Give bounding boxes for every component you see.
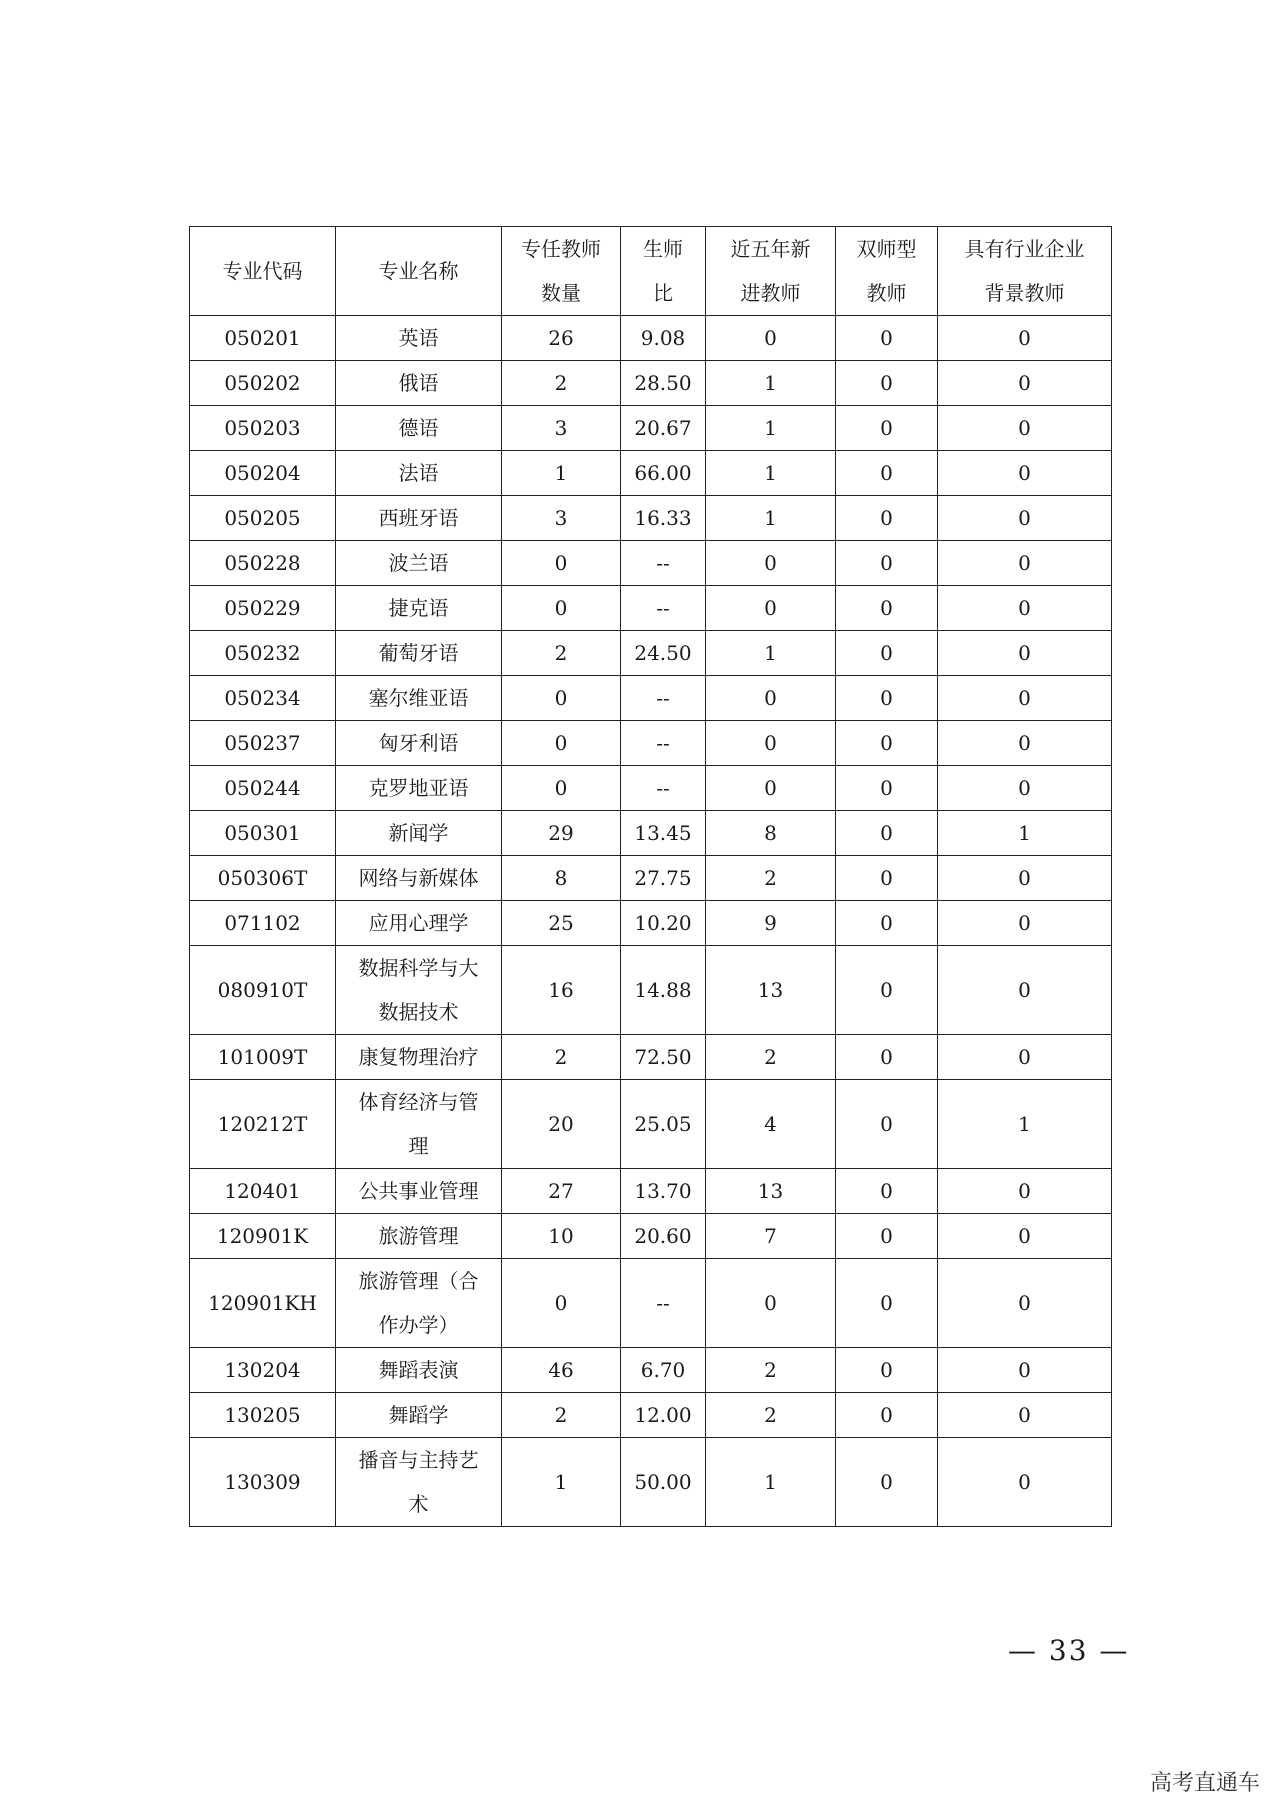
- column-header-line: 近五年新: [730, 237, 811, 261]
- teacher-count-cell: 0: [502, 541, 621, 586]
- major-name-cell: [336, 811, 502, 856]
- student-teacher-ratio-cell: 14.88: [621, 946, 706, 1035]
- column-header-line: 数量: [541, 281, 581, 305]
- teacher-count-cell: 16: [502, 946, 621, 1035]
- industry-background-cell: 0: [938, 1438, 1112, 1527]
- teacher-count-cell: 0: [502, 1259, 621, 1348]
- industry-background-cell: 1: [938, 811, 1112, 856]
- major-name-line: 舞蹈学: [388, 1403, 449, 1427]
- major-name-line: 网络与新媒体: [358, 866, 479, 890]
- table-row: [190, 856, 1112, 901]
- new-teachers-cell: 1: [706, 631, 836, 676]
- industry-background-cell: 0: [938, 721, 1112, 766]
- column-header: [836, 227, 938, 316]
- industry-background-cell: 0: [938, 946, 1112, 1035]
- major-name-line: 英语: [398, 326, 439, 350]
- industry-background-cell: 0: [938, 586, 1112, 631]
- industry-background-cell: 0: [938, 766, 1112, 811]
- table-row: [190, 901, 1112, 946]
- teacher-count-cell: 2: [502, 1393, 621, 1438]
- major-name-cell: [336, 631, 502, 676]
- dual-qualified-cell: 0: [836, 1169, 938, 1214]
- teacher-count-cell: 1: [502, 1438, 621, 1527]
- industry-background-cell: 0: [938, 451, 1112, 496]
- major-code-cell: 071102: [190, 901, 336, 946]
- table-row: [190, 631, 1112, 676]
- industry-background-cell: 1: [938, 1080, 1112, 1169]
- dual-qualified-cell: 0: [836, 316, 938, 361]
- student-teacher-ratio-cell: --: [621, 766, 706, 811]
- major-code-cell: 120401: [190, 1169, 336, 1214]
- student-teacher-ratio-cell: 27.75: [621, 856, 706, 901]
- major-name-cell: [336, 1080, 502, 1169]
- student-teacher-ratio-cell: 50.00: [621, 1438, 706, 1527]
- table-row: [190, 1438, 1112, 1527]
- industry-background-cell: 0: [938, 541, 1112, 586]
- major-name-cell: [336, 1348, 502, 1393]
- column-header-line: 生师: [643, 237, 683, 261]
- dual-qualified-cell: 0: [836, 721, 938, 766]
- new-teachers-cell: 1: [706, 496, 836, 541]
- major-code-cell: 050203: [190, 406, 336, 451]
- dual-qualified-cell: 0: [836, 406, 938, 451]
- major-name-line: 葡萄牙语: [378, 641, 459, 665]
- major-name-line: 应用心理学: [368, 911, 469, 935]
- teacher-count-cell: 2: [502, 631, 621, 676]
- column-header: [706, 227, 836, 316]
- new-teachers-cell: 1: [706, 361, 836, 406]
- column-header-line: 进教师: [740, 281, 801, 305]
- major-name-cell: [336, 766, 502, 811]
- major-name-cell: [336, 676, 502, 721]
- column-header-line: 专业代码: [222, 259, 303, 283]
- new-teachers-cell: 1: [706, 1438, 836, 1527]
- new-teachers-cell: 0: [706, 586, 836, 631]
- new-teachers-cell: 0: [706, 316, 836, 361]
- major-name-line: 作办学）: [378, 1313, 459, 1337]
- column-header-line: 双师型: [856, 237, 917, 261]
- major-name-cell: [336, 1438, 502, 1527]
- teacher-count-cell: 10: [502, 1214, 621, 1259]
- student-teacher-ratio-cell: 24.50: [621, 631, 706, 676]
- major-name-cell: [336, 496, 502, 541]
- major-code-cell: 050201: [190, 316, 336, 361]
- industry-background-cell: 0: [938, 1169, 1112, 1214]
- student-teacher-ratio-cell: --: [621, 721, 706, 766]
- teacher-count-cell: 46: [502, 1348, 621, 1393]
- major-name-line: 西班牙语: [378, 506, 459, 530]
- new-teachers-cell: 9: [706, 901, 836, 946]
- major-name-cell: [336, 901, 502, 946]
- new-teachers-cell: 0: [706, 766, 836, 811]
- major-name-line: 术: [408, 1492, 429, 1516]
- dual-qualified-cell: 0: [836, 586, 938, 631]
- column-header-line: 具有行业企业: [964, 237, 1085, 261]
- major-code-cell: 050229: [190, 586, 336, 631]
- table-row: [190, 586, 1112, 631]
- column-header: [336, 227, 502, 316]
- teacher-count-cell: 2: [502, 361, 621, 406]
- major-name-line: 舞蹈表演: [378, 1358, 459, 1382]
- table-row: [190, 1259, 1112, 1348]
- dual-qualified-cell: 0: [836, 1348, 938, 1393]
- major-name-cell: [336, 946, 502, 1035]
- student-teacher-ratio-cell: 13.45: [621, 811, 706, 856]
- dual-qualified-cell: 0: [836, 631, 938, 676]
- teacher-count-cell: 27: [502, 1169, 621, 1214]
- major-name-cell: [336, 586, 502, 631]
- teacher-count-cell: 26: [502, 316, 621, 361]
- major-name-cell: [336, 406, 502, 451]
- major-code-cell: 120901K: [190, 1214, 336, 1259]
- industry-background-cell: 0: [938, 1035, 1112, 1080]
- student-teacher-ratio-cell: --: [621, 541, 706, 586]
- table-row: [190, 496, 1112, 541]
- major-name-line: 波兰语: [388, 551, 449, 575]
- new-teachers-cell: 1: [706, 451, 836, 496]
- major-name-line: 捷克语: [388, 596, 449, 620]
- table-row: [190, 811, 1112, 856]
- new-teachers-cell: 2: [706, 1035, 836, 1080]
- dual-qualified-cell: 0: [836, 1080, 938, 1169]
- industry-background-cell: 0: [938, 406, 1112, 451]
- teacher-count-cell: 29: [502, 811, 621, 856]
- industry-background-cell: 0: [938, 316, 1112, 361]
- dual-qualified-cell: 0: [836, 496, 938, 541]
- teacher-count-cell: 2: [502, 1035, 621, 1080]
- major-code-cell: 101009T: [190, 1035, 336, 1080]
- column-header: [621, 227, 706, 316]
- column-header: [502, 227, 621, 316]
- teacher-count-cell: 0: [502, 676, 621, 721]
- teacher-count-cell: 0: [502, 766, 621, 811]
- major-name-cell: [336, 316, 502, 361]
- teacher-count-cell: 3: [502, 406, 621, 451]
- new-teachers-cell: 7: [706, 1214, 836, 1259]
- major-code-cell: 130205: [190, 1393, 336, 1438]
- major-name-line: 旅游管理（合: [358, 1269, 479, 1293]
- major-code-cell: 120212T: [190, 1080, 336, 1169]
- teacher-count-cell: 8: [502, 856, 621, 901]
- dual-qualified-cell: 0: [836, 361, 938, 406]
- page-number: — 33 —: [1008, 1634, 1130, 1667]
- dual-qualified-cell: 0: [836, 676, 938, 721]
- student-teacher-ratio-cell: 16.33: [621, 496, 706, 541]
- table-header-row: [190, 227, 1112, 316]
- dual-qualified-cell: 0: [836, 901, 938, 946]
- major-name-line: 播音与主持艺: [358, 1448, 479, 1472]
- major-name-cell: [336, 721, 502, 766]
- new-teachers-cell: 13: [706, 1169, 836, 1214]
- student-teacher-ratio-cell: --: [621, 676, 706, 721]
- table-row: [190, 1035, 1112, 1080]
- major-name-line: 克罗地亚语: [368, 776, 469, 800]
- table-row: [190, 1169, 1112, 1214]
- new-teachers-cell: 2: [706, 1348, 836, 1393]
- column-header: [938, 227, 1112, 316]
- dual-qualified-cell: 0: [836, 946, 938, 1035]
- major-name-line: 数据科学与大: [358, 956, 479, 980]
- industry-background-cell: 0: [938, 676, 1112, 721]
- student-teacher-ratio-cell: 10.20: [621, 901, 706, 946]
- industry-background-cell: 0: [938, 856, 1112, 901]
- dual-qualified-cell: 0: [836, 1214, 938, 1259]
- new-teachers-cell: 2: [706, 856, 836, 901]
- table-row: [190, 1348, 1112, 1393]
- table-row: [190, 1080, 1112, 1169]
- dual-qualified-cell: 0: [836, 1259, 938, 1348]
- industry-background-cell: 0: [938, 1393, 1112, 1438]
- table-row: [190, 676, 1112, 721]
- major-code-cell: 080910T: [190, 946, 336, 1035]
- major-code-cell: 050237: [190, 721, 336, 766]
- table-row: [190, 766, 1112, 811]
- major-name-line: 新闻学: [388, 821, 449, 845]
- new-teachers-cell: 0: [706, 721, 836, 766]
- new-teachers-cell: 13: [706, 946, 836, 1035]
- major-code-cell: 050306T: [190, 856, 336, 901]
- major-code-cell: 050244: [190, 766, 336, 811]
- dual-qualified-cell: 0: [836, 1438, 938, 1527]
- major-name-cell: [336, 451, 502, 496]
- table-row: [190, 1393, 1112, 1438]
- column-header-line: 比: [653, 281, 673, 305]
- dual-qualified-cell: 0: [836, 541, 938, 586]
- major-code-cell: 050232: [190, 631, 336, 676]
- new-teachers-cell: 0: [706, 1259, 836, 1348]
- major-code-cell: 130204: [190, 1348, 336, 1393]
- new-teachers-cell: 8: [706, 811, 836, 856]
- major-name-line: 俄语: [398, 371, 439, 395]
- column-header-line: 专任教师: [521, 237, 601, 261]
- table-row: [190, 406, 1112, 451]
- dual-qualified-cell: 0: [836, 1035, 938, 1080]
- dual-qualified-cell: 0: [836, 451, 938, 496]
- teacher-count-cell: 25: [502, 901, 621, 946]
- major-name-line: 旅游管理: [378, 1224, 459, 1248]
- student-teacher-ratio-cell: 72.50: [621, 1035, 706, 1080]
- table-row: [190, 361, 1112, 406]
- major-name-cell: [336, 1169, 502, 1214]
- table-row: [190, 1214, 1112, 1259]
- industry-background-cell: 0: [938, 1348, 1112, 1393]
- major-name-line: 法语: [398, 461, 439, 485]
- student-teacher-ratio-cell: 20.67: [621, 406, 706, 451]
- table-row: [190, 946, 1112, 1035]
- column-header: [190, 227, 336, 316]
- table-row: [190, 451, 1112, 496]
- major-code-cell: 050204: [190, 451, 336, 496]
- major-name-cell: [336, 361, 502, 406]
- major-code-cell: 050202: [190, 361, 336, 406]
- student-teacher-ratio-cell: 9.08: [621, 316, 706, 361]
- industry-background-cell: 0: [938, 1259, 1112, 1348]
- major-name-line: 公共事业管理: [358, 1179, 479, 1203]
- major-name-cell: [336, 1214, 502, 1259]
- major-code-cell: 120901KH: [190, 1259, 336, 1348]
- teacher-count-cell: 0: [502, 721, 621, 766]
- teacher-count-cell: 20: [502, 1080, 621, 1169]
- industry-background-cell: 0: [938, 631, 1112, 676]
- new-teachers-cell: 0: [706, 676, 836, 721]
- major-name-line: 体育经济与管: [358, 1090, 479, 1114]
- major-code-cell: 130309: [190, 1438, 336, 1527]
- major-name-line: 匈牙利语: [378, 731, 459, 755]
- student-teacher-ratio-cell: 66.00: [621, 451, 706, 496]
- major-name-line: 理: [408, 1134, 429, 1158]
- dual-qualified-cell: 0: [836, 856, 938, 901]
- table-row: [190, 316, 1112, 361]
- major-name-line: 康复物理治疗: [358, 1045, 479, 1069]
- table-body: [190, 316, 1112, 1527]
- table-row: [190, 541, 1112, 586]
- industry-background-cell: 0: [938, 496, 1112, 541]
- student-teacher-ratio-cell: --: [621, 586, 706, 631]
- major-name-line: 德语: [398, 416, 439, 440]
- dual-qualified-cell: 0: [836, 811, 938, 856]
- student-teacher-ratio-cell: 6.70: [621, 1348, 706, 1393]
- column-header-line: 背景教师: [984, 281, 1065, 305]
- major-code-cell: 050228: [190, 541, 336, 586]
- dual-qualified-cell: 0: [836, 1393, 938, 1438]
- major-code-cell: 050234: [190, 676, 336, 721]
- major-code-cell: 050205: [190, 496, 336, 541]
- industry-background-cell: 0: [938, 361, 1112, 406]
- new-teachers-cell: 4: [706, 1080, 836, 1169]
- new-teachers-cell: 1: [706, 406, 836, 451]
- industry-background-cell: 0: [938, 901, 1112, 946]
- dual-qualified-cell: 0: [836, 766, 938, 811]
- major-name-cell: [336, 1259, 502, 1348]
- student-teacher-ratio-cell: 28.50: [621, 361, 706, 406]
- student-teacher-ratio-cell: 13.70: [621, 1169, 706, 1214]
- major-name-cell: [336, 1035, 502, 1080]
- student-teacher-ratio-cell: 12.00: [621, 1393, 706, 1438]
- major-name-line: 塞尔维亚语: [368, 686, 469, 710]
- student-teacher-ratio-cell: --: [621, 1259, 706, 1348]
- major-code-cell: 050301: [190, 811, 336, 856]
- major-name-cell: [336, 856, 502, 901]
- new-teachers-cell: 2: [706, 1393, 836, 1438]
- teacher-count-cell: 1: [502, 451, 621, 496]
- major-name-cell: [336, 541, 502, 586]
- watermark-text: 高考直通车: [1149, 1771, 1260, 1796]
- industry-background-cell: 0: [938, 1214, 1112, 1259]
- column-header-line: 专业名称: [378, 259, 459, 283]
- teacher-count-cell: 0: [502, 586, 621, 631]
- column-header-line: 教师: [866, 281, 907, 305]
- new-teachers-cell: 0: [706, 541, 836, 586]
- major-name-line: 数据技术: [378, 1000, 459, 1024]
- faculty-table: [189, 226, 1112, 1527]
- major-name-cell: [336, 1393, 502, 1438]
- teacher-count-cell: 3: [502, 496, 621, 541]
- student-teacher-ratio-cell: 25.05: [621, 1080, 706, 1169]
- table-row: [190, 721, 1112, 766]
- student-teacher-ratio-cell: 20.60: [621, 1214, 706, 1259]
